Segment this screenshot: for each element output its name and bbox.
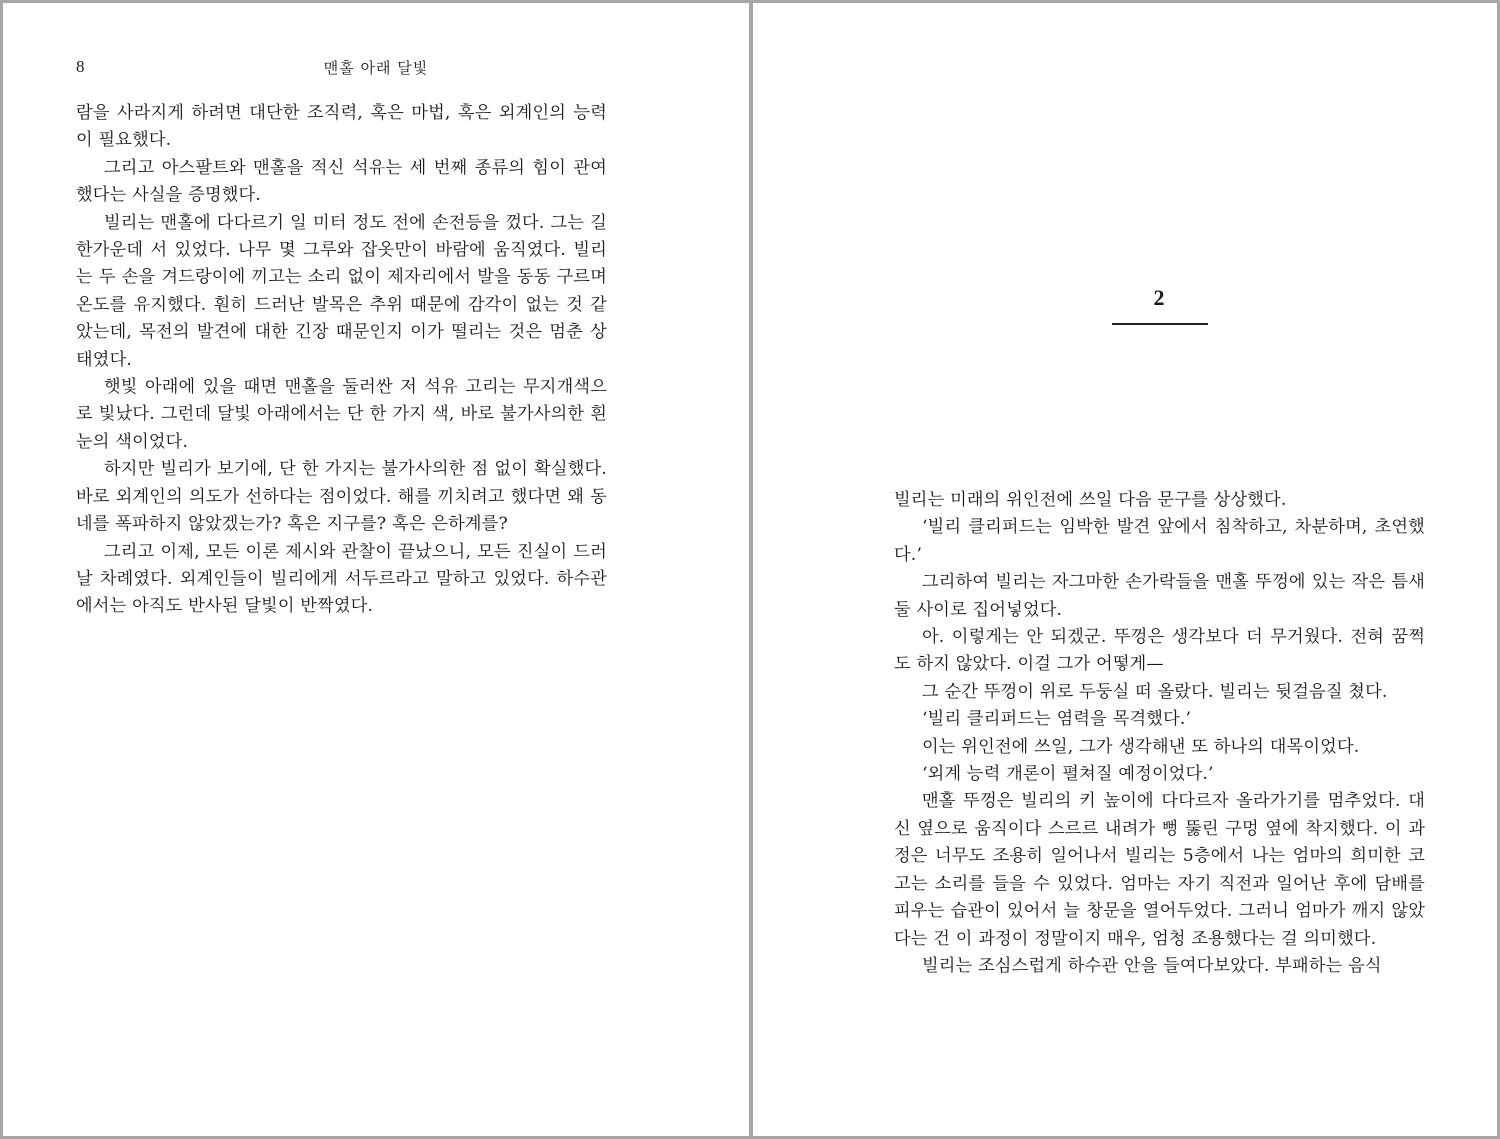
paragraph: 그리고 아스팔트와 맨홀을 적신 석유는 세 번째 종류의 힘이 관여했다는 사실을 증명했다. [76,157,607,206]
running-title: 맨홀 아래 달빛 [323,59,429,77]
paragraph: 햇빛 아래에 있을 때면 맨홀을 둘러싼 저 석유 고리는 무지개색으로 빛났다. 그런데 달빛 아래에서는 단 한 가지 색, 바로 불가사의한 흰 눈의 색이었다. [76,377,607,452]
chapter-number: 2 [1153,285,1165,310]
right-body-text [894,487,1425,980]
paragraph: 하지만 빌리가 보기에, 단 한 가지는 불가사의한 점 없이 확실했다. 바로 외계인의 의도가 선하다는 점이었다. 해를 끼치려고 했다면 왜 동네를 폭파하지 않았겠는가? 혹은 지구를? 혹은 은하계를? [76,459,607,535]
right-page [753,3,1497,1136]
paragraph: 빌리는 맨홀에 다다르기 일 미터 정도 전에 손전등을 껐다. 그는 길 한가운데 서 있었다. 나무 몇 그루와 잡옷만이 바람에 움직였다. 빌리는 두 손을 겨드랑이에 끼고는 소리 없이 제자리에서 발을 동동 구르며 온도를 유지했다. 훤히 드러난 발목은 추위 때문에 감각이 없는 것 같았는데, 목전의 발견에 대한 긴장 때문인지 이가 떨리는 것은 멈춘 상태였다. [76,212,607,370]
paragraph: 그리고 이제, 모든 이론 제시와 관찰이 끝났으니, 모든 진실이 드러날 차례였다. 외계인들이 빌리에게 서두르라고 말하고 있었다. 하수관에서는 아직도 반사된 달빛이 반짝였다. [76,541,607,617]
paragraph: ‘빌리 클리퍼드는 염력을 목격했다.’ [922,709,1192,730]
chapter-divider [1112,323,1208,325]
paragraph: 아. 이렇게는 안 되겠군. 뚜껑은 생각보다 더 무거웠다. 전혀 꿈쩍도 하지 않았다. 이걸 그가 어떻게— [894,627,1425,675]
left-body-text [76,100,607,621]
paragraph: ‘빌리 클리퍼드는 임박한 발견 앞에서 침착하고, 차분하며, 초연했다.’ [894,517,1425,565]
paragraph: 빌리는 미래의 위인전에 쓰일 다음 문구를 상상했다. [894,490,1287,510]
paragraph: 이는 위인전에 쓰일, 그가 생각해낸 또 하나의 대목이었다. [922,736,1360,757]
paragraph: 맨홀 뚜껑은 빌리의 키 높이에 다다르자 올라가기를 멈추었다. 대신 옆으로 움직이다 스르르 내려가 뻥 뚫린 구멍 옆에 착지했다. 이 과정은 너무도 조용히 일어나서 빌리는 5층에서 나는 엄마의 희미한 코 고는 소리를 들을 수 있었다. 엄마는 자기 직전과 일어난 후에 담배를 피우는 습관이 있어서 늘 창문을 열어두었다. 그러니 엄마가 깨지 않았다는 건 이 과정이 정말이지 매우, 엄청 조용했다는 걸 의미했다. [894,791,1425,949]
paragraph: 빌리는 조심스럽게 하수관 안을 들여다보았다. 부패하는 음식 [922,955,1382,976]
paragraph: ‘외계 능력 개론이 펼쳐질 예정이었다.’ [922,764,1214,785]
left-page [3,3,749,1136]
paragraph: 람을 사라지게 하려면 대단한 조직력, 혹은 마법, 혹은 외계인의 능력이 필요했다. [76,103,607,151]
paragraph: 그리하여 빌리는 자그마한 손가락들을 맨홀 뚜껑에 있는 작은 틈새 둘 사이로 집어넣었다. [894,572,1425,620]
paragraph: 그 순간 뚜껑이 위로 두둥실 떠 올랐다. 빌리는 뒷걸음질 쳤다. [922,681,1388,702]
page-number: 8 [76,57,85,76]
